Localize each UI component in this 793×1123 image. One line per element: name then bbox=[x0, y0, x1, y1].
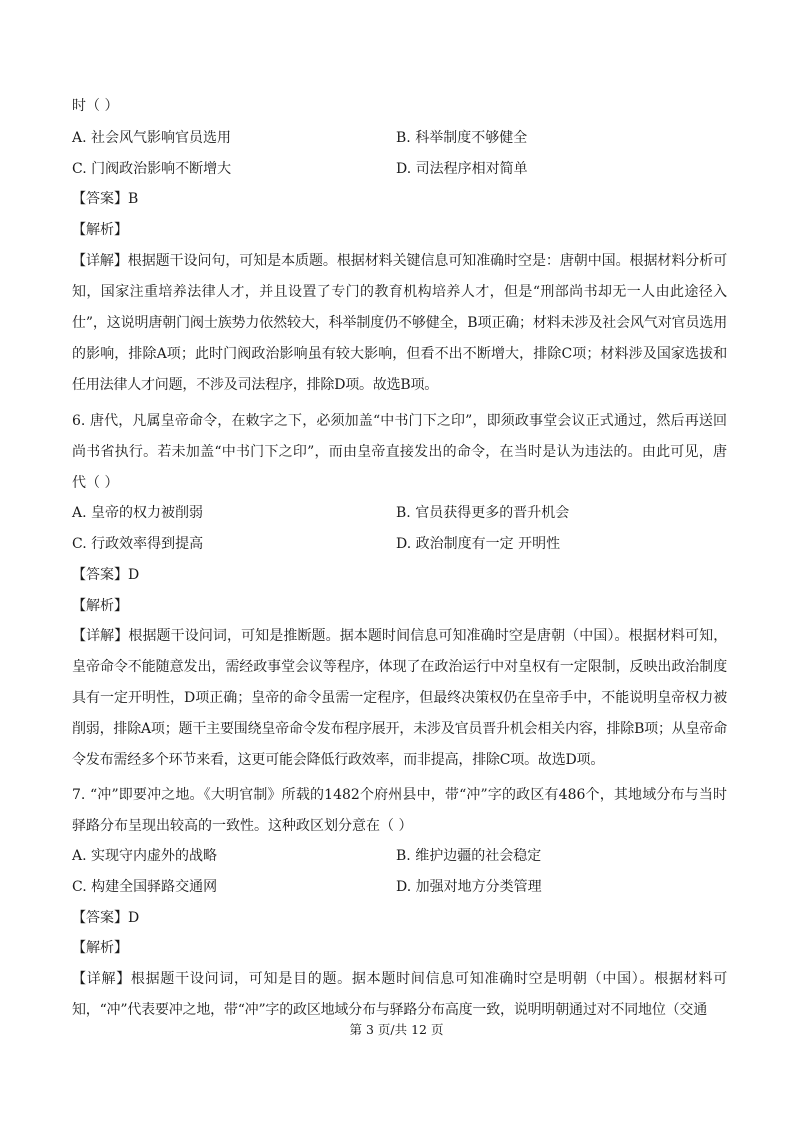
q7-option-b: B. 维护边疆的社会稳定 bbox=[396, 848, 542, 864]
q6-option-c: C. 行政效率得到提高 bbox=[72, 536, 204, 552]
q5-option-d: D. 司法程序相对简单 bbox=[396, 161, 528, 177]
q7-option-d: D. 加强对地方分类管理 bbox=[396, 879, 542, 895]
q5-detail: 【详解】根据题干设问句，可知是本质题。根据材料关键信息可知准确时空是：唐朝中国。根据材料分析可知，国家注重培养法律人才，并且设置了专门的教育机构培养人才，但是“刑部尚书却无一人由此途径入仕”，这说明唐朝门阀士族势力依然较大，科举制度仍不够健全，B项正确；材料未涉及社会风气对官员选用的影响，排除A项；此时门阀政治影响虽有较大影响，但看不出不断增大，排除C项；材料涉及国家选拔和任用法律人才问题，不涉及司法程序，排除D项。故选B项。 bbox=[72, 253, 727, 393]
q7-option-a: A. 实现守内虚外的战略 bbox=[72, 848, 218, 864]
q6-option-b: B. 官员获得更多的晋升机会 bbox=[396, 505, 570, 521]
q5-stem-tail: 时（ ） bbox=[72, 98, 119, 114]
q6-answer: 【答案】D bbox=[72, 567, 140, 583]
q7-answer: 【答案】D bbox=[72, 910, 140, 926]
q7-detail: 【详解】根据题干设问词，可知是目的题。据本题时间信息可知准确时空是明朝（中国）。根据材料可知，“冲”代表要冲之地，带“冲”字的政区地域分布与驿路分布高度一致，说明明朝通过对不同地位（交通 bbox=[72, 971, 727, 1018]
q5-answer: 【答案】B bbox=[72, 191, 139, 207]
page-footer: 第 3 页/共 12 页 bbox=[349, 1022, 444, 1037]
q5-option-b: B. 科举制度不够健全 bbox=[396, 130, 528, 146]
q6-option-d: D. 政治制度有一定 开明性 bbox=[396, 536, 561, 552]
q7-option-c: C. 构建全国驿路交通网 bbox=[72, 879, 218, 895]
q5-option-c: C. 门阀政治影响不断增大 bbox=[72, 161, 232, 177]
q6-option-a: A. 皇帝的权力被削弱 bbox=[72, 505, 204, 521]
q6-detail: 【详解】根据题干设问词，可知是推断题。据本题时间信息可知准确时空是唐朝（中国）。根据材料可知，皇帝命令不能随意发出，需经政事堂会议等程序，体现了在政治运行中对皇权有一定限制，反映出政治制度具有一定开明性，D项正确；皇帝的命令虽需一定程序，但最终决策权仍在皇帝手中，不能说明皇帝权力被削弱，排除A项；题干主要围绕皇帝命令发布程序展开，未涉及官员晋升机会相关内容，排除B项；从皇帝命令发布需经多个环节来看，这更可能会降低行政效率，而非提高，排除C项。故选D项。 bbox=[72, 628, 727, 768]
q7-stem: 7. “冲”即要冲之地。《大明官制》所载的1482个府州县中，带“冲”字的政区有486个，其地域分布与当时驿路分布呈现出较高的一致性。这种政区划分意在（ ） bbox=[72, 787, 727, 834]
q5-analysis-label: 【解析】 bbox=[72, 222, 128, 238]
q7-analysis-label: 【解析】 bbox=[72, 940, 128, 956]
q6-analysis-label: 【解析】 bbox=[72, 598, 128, 614]
q6-stem: 6. 唐代，凡属皇帝命令，在敕字之下，必须加盖“中书门下之印”，即须政事堂会议正式通过，然后再送回尚书省执行。若未加盖“中书门下之印”，而由皇帝直接发出的命令，在当时是认为违法的。由此可见，唐代（ ） bbox=[72, 413, 727, 491]
q5-option-a: A. 社会风气影响官员选用 bbox=[72, 130, 232, 146]
